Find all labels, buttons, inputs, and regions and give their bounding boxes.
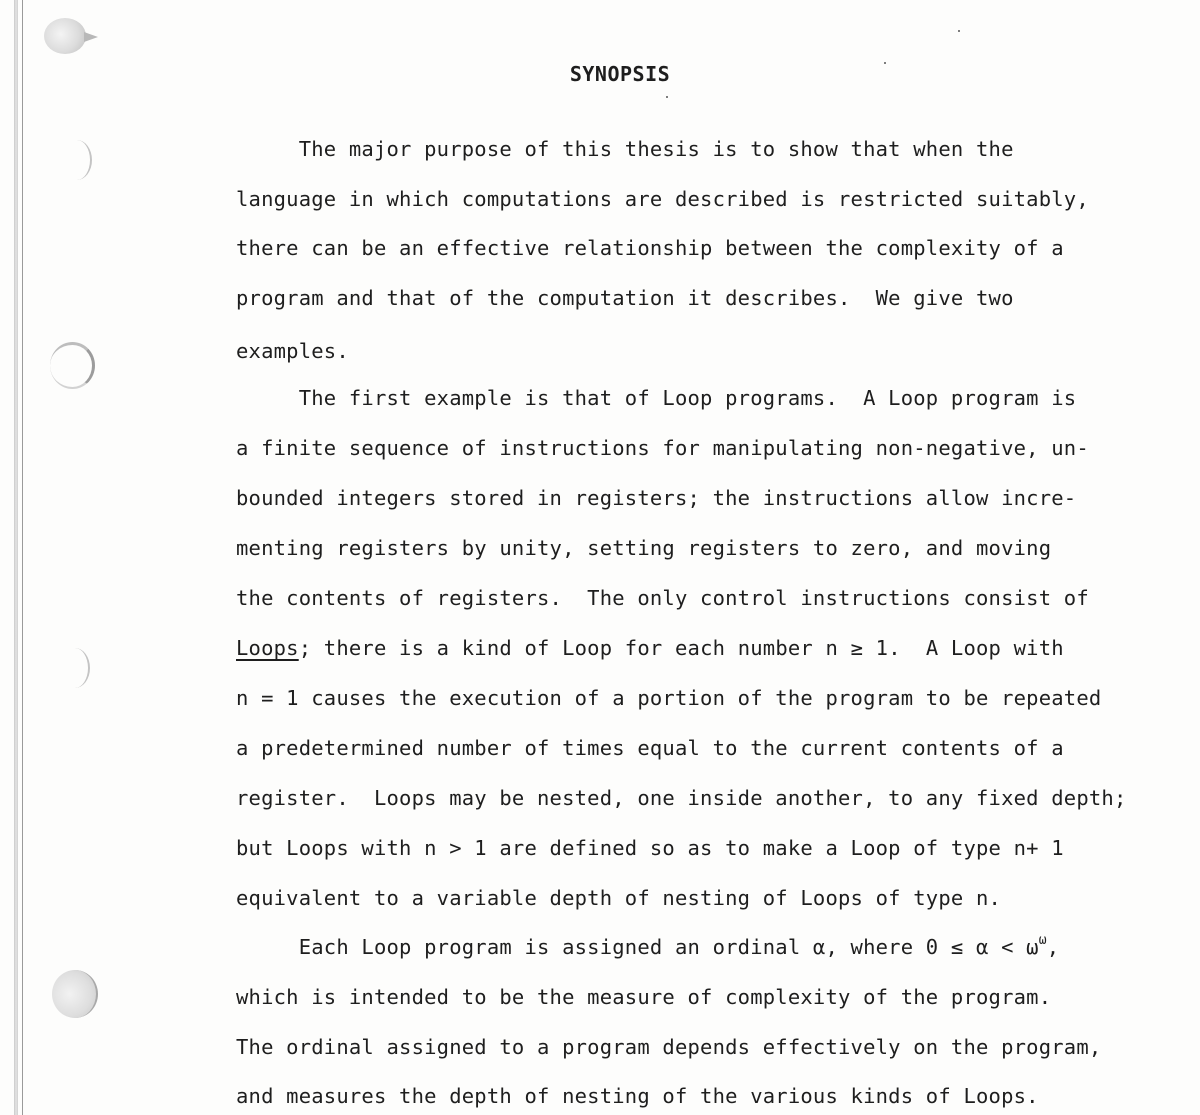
text-line: examples. xyxy=(236,339,349,363)
text-line: register. Loops may be nested, one inside another, to any fixed depth; xyxy=(236,786,1127,810)
paper-speck xyxy=(666,96,668,98)
line-after: , xyxy=(1046,935,1060,959)
text-line: but Loops with n > 1 are defined so as to make a Loop of type n+ 1 xyxy=(236,836,1064,860)
text-line: a finite sequence of instructions for manipulating non-negative, un- xyxy=(236,436,1089,460)
binder-hole-icon xyxy=(50,342,95,389)
text-line: equivalent to a variable depth of nesting of Loops of type n. xyxy=(236,886,1002,910)
underlined-word: Loops xyxy=(236,636,299,660)
binder-hole-icon xyxy=(60,648,90,688)
text-line: which is intended to be the measure of complexity of the program. xyxy=(236,985,1052,1009)
text-line: a predetermined number of times equal to the current contents of a xyxy=(236,736,1064,760)
page-title: SYNOPSIS xyxy=(569,62,671,86)
superscript: ω xyxy=(1038,933,1047,948)
binder-hole-icon xyxy=(44,18,86,54)
line-rest: ; there is a kind of Loop for each number n ≥ 1. A Loop with xyxy=(298,636,1064,660)
text-line: The first example is that of Loop programs. A Loop program is xyxy=(236,386,1077,410)
text-line: menting registers by unity, setting registers to zero, and moving xyxy=(236,536,1052,560)
binding-line xyxy=(22,0,23,1115)
text-line: language in which computations are described is restricted suitably, xyxy=(236,187,1089,211)
text-line xyxy=(236,636,1064,660)
text-line: there can be an effective relationship between the complexity of a xyxy=(236,236,1064,260)
text-line: program and that of the computation it describes. We give two xyxy=(236,286,1014,310)
text-line: The ordinal assigned to a program depends effectively on the program, xyxy=(236,1035,1102,1059)
text-line: The major purpose of this thesis is to show that when the xyxy=(236,137,1014,161)
binder-hole-icon xyxy=(62,140,92,180)
binder-hole-icon xyxy=(52,970,98,1018)
binder-clip-icon xyxy=(84,32,98,42)
text-line xyxy=(236,935,1059,959)
text-line: and measures the depth of nesting of the various kinds of Loops. xyxy=(236,1084,1039,1108)
paper-speck xyxy=(958,30,960,32)
text-line: n = 1 causes the execution of a portion of the program to be repeated xyxy=(236,686,1102,710)
line-text: Each Loop program is assigned an ordinal α, where 0 ≤ α < ω xyxy=(236,935,1039,959)
binding-edge xyxy=(14,0,18,1115)
text-line: bounded integers stored in registers; the instructions allow incre- xyxy=(236,486,1077,510)
text-line: the contents of registers. The only control instructions consist of xyxy=(236,586,1089,610)
